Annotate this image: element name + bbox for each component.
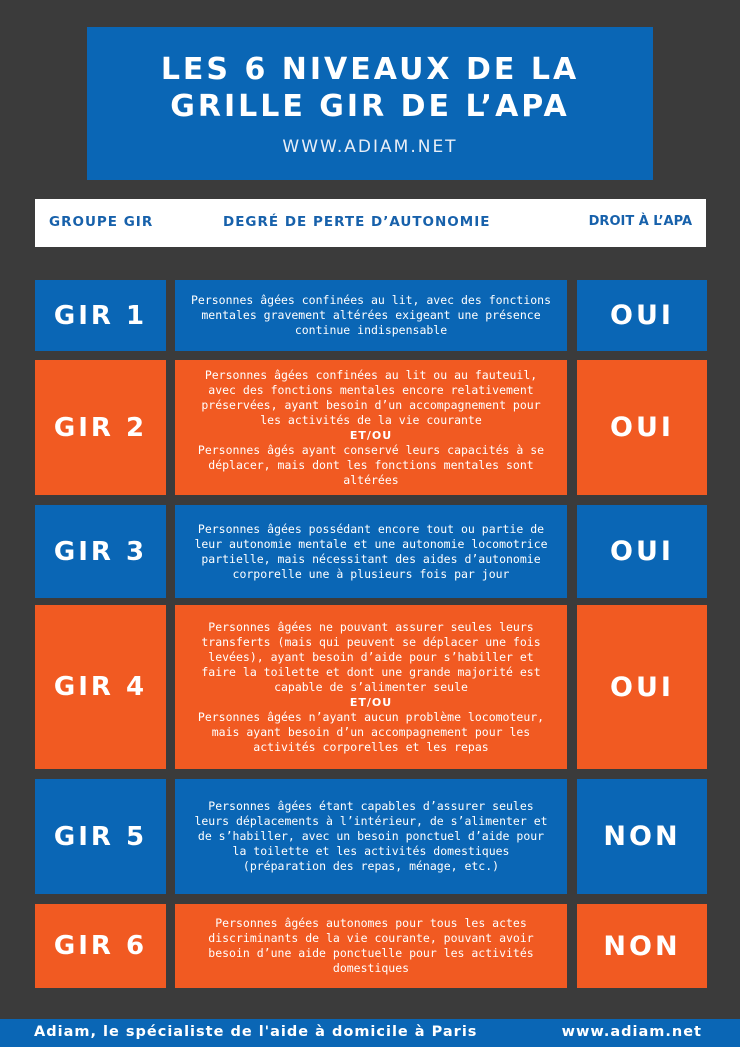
gir-6-label: GIR 6: [53, 931, 148, 961]
gir-6-droit-cell: [577, 904, 707, 988]
gir-1-description: [175, 293, 567, 338]
gir-5-droit-cell: [577, 779, 707, 894]
title-website-url[interactable]: WWW.ADIAM.NET: [282, 137, 458, 157]
gir-1-description-text: Personnes âgées confinées au lit, avec des fonctions mentales gravement altérées exigeant une présence continue indispensable: [190, 293, 552, 337]
gir-6-description-text: Personnes âgées autonomes pour tous les actes discriminants de la vie courante, pouvant avoir besoin d’une aide ponctuelle pour les activités domestiques: [208, 916, 534, 975]
gir-3-droit-cell: [577, 505, 707, 598]
gir-2-droit-apa: OUI: [610, 412, 674, 443]
gir-2-description-text-b: Personnes âgés ayant conservé leurs capacités à se déplacer, mais dont les fonctions mentales sont altérées: [197, 442, 545, 487]
gir-1-droit-apa: OUI: [610, 300, 674, 331]
gir-4-droit-cell: [577, 605, 707, 769]
gir-3-label: GIR 3: [53, 536, 148, 567]
gir-5-description: [175, 799, 567, 874]
gir-4-label: GIR 4: [53, 672, 148, 702]
gir-2-label-cell: [35, 360, 166, 495]
gir-4-description-text-a: Personnes âgées ne pouvant assurer seules leurs transferts (mais qui peuvent se déplacer une fois levées), ayant besoin d’aide pour s’habiller et faire la toilette et dont une grande majorité est capable de s’alimenter seule: [201, 619, 541, 694]
gir-4-description: [175, 620, 567, 755]
gir-2-description: [175, 368, 567, 488]
gir-6-label-cell: [35, 904, 166, 988]
footer-tagline: Adiam, le spécialiste de l'aide à domicile à Paris: [34, 1024, 478, 1040]
gir-6-description: [175, 916, 567, 976]
gir-5-label-cell: [35, 779, 166, 894]
gir-4-droit-apa: OUI: [610, 671, 674, 703]
gir-2-label: GIR 2: [53, 412, 148, 443]
gir-5-description-cell: [175, 779, 567, 894]
gir-6-droit-apa: NON: [603, 930, 681, 962]
footer-bar: [0, 1019, 740, 1047]
gir-3-description-cell: [175, 505, 567, 598]
gir-5-label: GIR 5: [53, 821, 148, 852]
title-banner: [87, 27, 653, 180]
gir-4-label-cell: [35, 605, 166, 769]
header-degre-perte-autonomie: DEGRÉ DE PERTE D’AUTONOMIE: [223, 214, 491, 230]
header-groupe-gir: GROUPE GIR: [49, 214, 154, 230]
gir-3-description-text: Personnes âgées possédant encore tout ou partie de leur autonomie mentale et une autonomie locomotrice partielle, mais nécessitant des aides d’autonomie corporelle une à plusieurs fois par jour: [194, 521, 548, 581]
gir-3-label-cell: [35, 505, 166, 598]
gir-1-label-cell: [35, 280, 166, 351]
gir-3-description: [175, 522, 567, 582]
gir-3-droit-apa: OUI: [610, 536, 674, 567]
page-title-line-1: LES 6 NIVEAUX DE LA: [160, 52, 580, 87]
gir-2-description-cell: [175, 360, 567, 495]
gir-5-droit-apa: NON: [603, 821, 681, 852]
footer-website-link[interactable]: www.adiam.net: [561, 1024, 702, 1040]
gir-4-et-ou: ET/OU: [349, 695, 393, 709]
gir-1-description-cell: [175, 280, 567, 351]
gir-5-description-text: Personnes âgées étant capables d’assurer seules leurs déplacements à l’intérieur, de s’alimenter et de s’habiller, avec un besoin ponctuel d’aide pour la toilette et les activités domestiques (préparation des repas, ménage, etc.): [194, 799, 548, 873]
table-header: [35, 199, 706, 247]
header-droit-apa: DROIT À L’APA: [588, 214, 692, 229]
page-title-line-2: GRILLE GIR DE L’APA: [170, 89, 570, 124]
gir-4-description-text-b: Personnes âgées n’ayant aucun problème locomoteur, mais ayant besoin d’un accompagnement pour les activités corporelles et les repas: [197, 709, 545, 754]
gir-1-label: GIR 1: [53, 300, 148, 331]
gir-2-droit-cell: [577, 360, 707, 495]
gir-1-droit-cell: [577, 280, 707, 351]
gir-4-description-cell: [175, 605, 567, 769]
gir-2-description-text-a: Personnes âgées confinées au lit ou au fauteuil, avec des fonctions mentales encore relativement préservées, ayant besoin d’un accompagnement pour les activités de la vie courante: [201, 367, 541, 427]
gir-2-et-ou: ET/OU: [349, 428, 393, 442]
gir-6-description-cell: [175, 904, 567, 988]
